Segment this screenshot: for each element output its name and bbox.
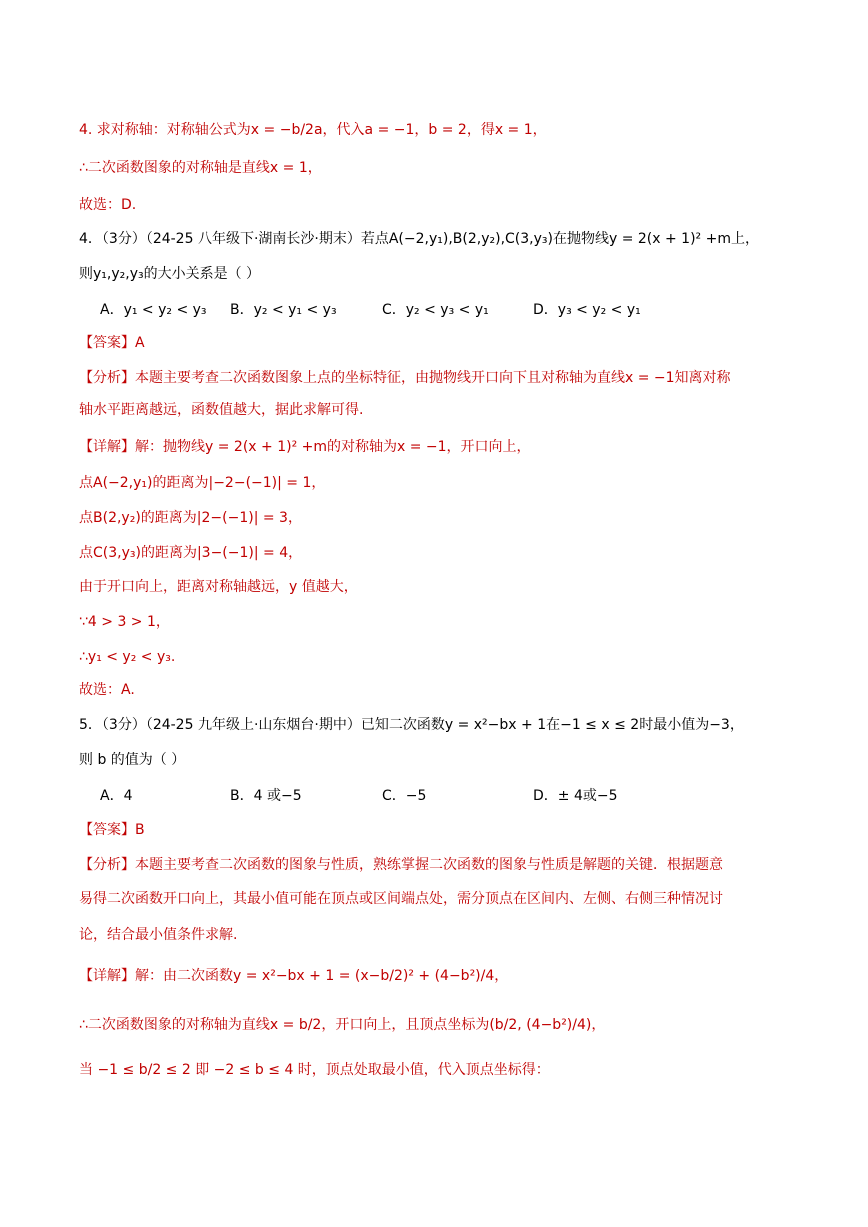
q5-stem-line-1: 5．（3分）（24-25 九年级上·山东烟台·期中）已知二次函数y = x²−bx + 1在−1 ≤ x ≤ 2时最小值为−3，	[79, 717, 744, 733]
q4-option-d: D．y₃ < y₂ < y₁	[533, 302, 641, 318]
prev-solution-line-1: 4. 求对称轴：对称轴公式为x = −b/2a，代入a = −1，b = 2，得x = 1，	[79, 122, 547, 138]
q5-option-c: C．−5	[382, 788, 427, 804]
q5-analysis-line-3: 论，结合最小值条件求解.	[79, 927, 238, 943]
q5-detail-line-1: 【详解】解：由二次函数y = x²−bx + 1 = (x−b/2)² + (4−b²)/4，	[79, 968, 509, 984]
q4-analysis-line-2: 轴水平距离越远，函数值越大，据此求解可得.	[79, 402, 364, 418]
q5-analysis-line-1: 【分析】本题主要考查二次函数的图象与性质，熟练掌握二次函数的图象与性质是解题的关键．根据题意	[79, 857, 723, 873]
q4-option-b: B．y₂ < y₁ < y₃	[230, 302, 337, 318]
q4-detail-line-8: 故选：A.	[79, 682, 135, 698]
q4-stem-line-1: 4．（3分）（24-25 八年级下·湖南长沙·期末）若点A(−2,y₁),B(2,y₂),C(3,y₃)在抛物线y = 2(x + 1)² +m上，	[79, 231, 759, 247]
prev-solution-line-2: ∴二次函数图象的对称轴是直线x = 1，	[79, 160, 322, 176]
q5-option-b: B．4 或−5	[230, 788, 302, 804]
q4-analysis-line-1: 【分析】本题主要考查二次函数图象上点的坐标特征，由抛物线开口向下且对称轴为直线x = −1知离对称	[79, 370, 731, 386]
q4-detail-line-1: 【详解】解：抛物线y = 2(x + 1)² +m的对称轴为x = −1，开口向上，	[79, 439, 531, 455]
q5-option-a: A．4	[100, 788, 133, 804]
q4-stem-line-2: 则y₁,y₂,y₃的大小关系是（ ）	[79, 266, 261, 282]
q5-detail-line-2: ∴二次函数图象的对称轴为直线x = b/2，开口向上，且顶点坐标为(b/2, (4−b²)/4)，	[79, 1017, 606, 1033]
prev-solution-line-3: 故选：D.	[79, 197, 137, 213]
q5-detail-line-3: 当 −1 ≤ b/2 ≤ 2 即 −2 ≤ b ≤ 4 时，顶点处取最小值，代入顶点坐标得：	[79, 1062, 550, 1078]
q5-answer: 【答案】B	[79, 822, 145, 838]
q4-answer: 【答案】A	[79, 335, 145, 351]
q4-detail-line-3: 点B(2,y₂)的距离为|2−(−1)| = 3，	[79, 510, 302, 526]
q4-detail-line-4: 点C(3,y₃)的距离为|3−(−1)| = 4，	[79, 545, 303, 561]
q5-option-d: D．± 4或−5	[533, 788, 618, 804]
q4-option-c: C．y₂ < y₃ < y₁	[382, 302, 489, 318]
q4-detail-line-5: 由于开口向上，距离对称轴越远，y 值越大，	[79, 579, 358, 595]
q4-option-a: A．y₁ < y₂ < y₃	[100, 302, 207, 318]
q5-analysis-line-2: 易得二次函数开口向上，其最小值可能在顶点或区间端点处，需分顶点在区间内、左侧、右侧三种情况讨	[79, 891, 723, 907]
q4-detail-line-6: ∵4 > 3 > 1，	[79, 614, 170, 630]
q4-detail-line-2: 点A(−2,y₁)的距离为|−2−(−1)| = 1，	[79, 475, 326, 491]
q4-detail-line-7: ∴y₁ < y₂ < y₃.	[79, 649, 176, 665]
q5-stem-line-2: 则 b 的值为（ ）	[79, 752, 186, 768]
